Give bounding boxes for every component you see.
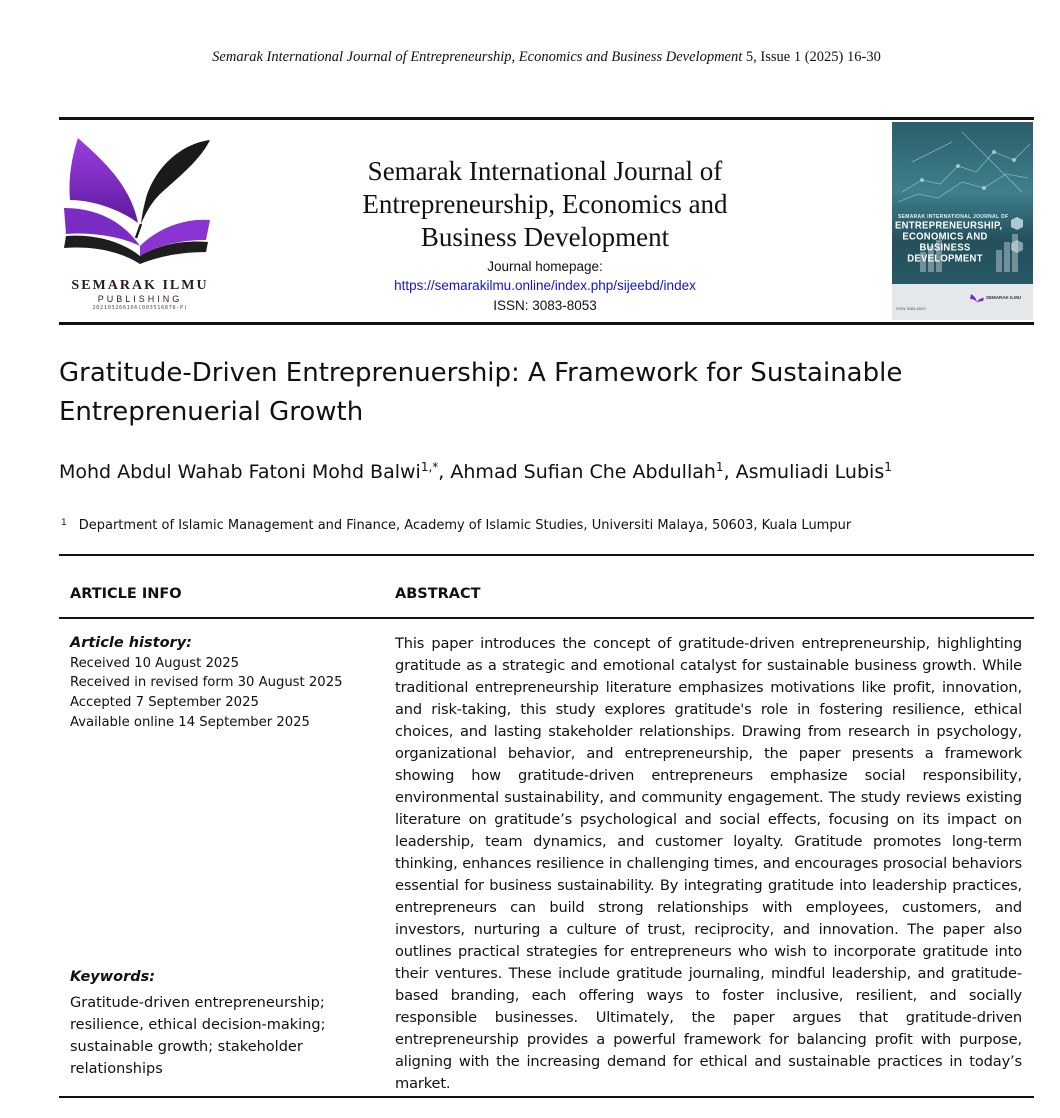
author-affiliation-marker: 1,*: [420, 460, 439, 474]
section-rule-top: [59, 554, 1034, 556]
cover-issn: ISSN 3083-8053: [896, 306, 926, 311]
keywords-label: Keywords:: [70, 969, 156, 985]
abstract-heading: ABSTRACT: [395, 586, 481, 602]
publisher-logo: [60, 128, 220, 318]
article-info-heading: ARTICLE INFO: [70, 586, 182, 602]
history-accepted: Accepted 7 September 2025: [70, 695, 259, 711]
abstract-text: This paper introduces the concept of gratitude-driven entrepreneurship, highlighting gratitude as a strategic and emotional catalyst for sustainable business growth. While traditional entrepreneurship literature emphasizes motivations like profit, innovation, and risk-taking, this study explores gratitude's role in fostering resilience, ethical choices, and lasting stakeholder relationships. Drawing from research in psychology, organizational behavior, and entrepreneurship, the paper presents a framework showing how gratitude-driven entrepreneurs emphasize social responsibility, environmental sustainability, and community engagement. The study reviews existing literature on gratitude’s psychological and social effects, focusing on its impact on leadership, team dynamics, and customer loyalty. Gratitude promotes long-term thinking, enhances resilience in challenging times, and encourages prosocial behaviors essential for business sustainability. By integrating gratitude into leadership practices, entrepreneurs can build strong relationships with employees, customers, and investors, nurturing a culture of trust, reciprocity, and innovation. The paper also outlines practical strategies for entrepreneurs who wish to incorporate gratitude into their ventures. These include gratitude journaling, mindful leadership, and gratitude-based branding, each offering ways to foster inclusive, resilient, and socially responsible businesses. Ultimately, the paper argues that gratitude-driven entrepreneurship provides a powerful framework for balancing profit with purpose, aligning with the increasing demand for ethical and sustainable practices in today’s market.: [395, 635, 1022, 1092]
journal-cover-image: [892, 122, 1033, 320]
author-name: Ahmad Sufian Che Abdullah: [450, 461, 716, 483]
homepage-link[interactable]: https://semarakilmu.online/index.php/sijeebd/index: [394, 278, 696, 293]
article-history-label: Article history:: [70, 635, 192, 651]
author-separator: ,: [723, 461, 736, 483]
author-list: [59, 460, 1019, 483]
affiliation-marker: 1: [61, 518, 67, 528]
author-name: Mohd Abdul Wahab Fatoni Mohd Balwi: [59, 461, 421, 483]
cover-logo-icon: [970, 293, 984, 303]
affiliation: [59, 518, 1019, 533]
author-affiliation-marker: 1: [715, 460, 724, 474]
history-online: Available online 14 September 2025: [70, 714, 310, 730]
history-received: Received 10 August 2025: [70, 655, 240, 671]
journal-title: Semarak International Journal of Entrepreneurship, Economics and Business Development: [362, 156, 728, 252]
author-name: Asmuliadi Lubis: [735, 461, 885, 483]
cover-tag: SEMARAK INTERNATIONAL JOURNAL OF: [898, 214, 1009, 220]
keywords-text: Gratitude-driven entrepreneurship; resilience, ethical decision-making; sustainable growth; stakeholder relationships: [70, 995, 326, 1077]
history-revised: Received in revised form 30 August 2025: [70, 675, 343, 691]
cover-brand: SEMARAK ILMU: [986, 295, 1021, 300]
publisher-subtitle: PUBLISHING: [97, 294, 183, 304]
keywords-block: [70, 966, 370, 1080]
homepage-label: Journal homepage:: [487, 259, 603, 274]
section-rule-middle: [59, 617, 1034, 619]
article-title: Gratitude-Driven Entreprenuership: A Framework for Sustainable Entreprenuerial Growth: [59, 358, 903, 427]
masthead-rule-top: [59, 117, 1034, 120]
running-header-journal: Semarak International Journal of Entrepreneurship, Economics and Business Development: [212, 49, 743, 65]
publisher-registration: 202103266166(003516878-P): [92, 305, 188, 311]
book-quill-icon: [60, 128, 220, 278]
running-header: [0, 49, 1060, 66]
masthead-rule-bottom: [59, 322, 1034, 325]
author-affiliation-marker: 1: [884, 460, 892, 474]
author-separator: ,: [438, 461, 451, 483]
issn: ISSN: 3083-8053: [493, 298, 597, 313]
running-header-citation: 5, Issue 1 (2025) 16-30: [742, 49, 881, 65]
cover-footer: [892, 284, 1033, 320]
affiliation-text: Department of Islamic Management and Finance, Academy of Islamic Studies, Universiti Malaya, 50603, Kuala Lumpur: [78, 518, 852, 533]
publisher-name: SEMARAK ILMU: [71, 278, 209, 293]
cover-title: ENTREPRENEURSHIP, ECONOMICS AND BUSINESS DEVELOPMENT: [895, 219, 1003, 265]
article-history: [70, 634, 370, 733]
section-rule-bottom: [59, 1096, 1034, 1098]
